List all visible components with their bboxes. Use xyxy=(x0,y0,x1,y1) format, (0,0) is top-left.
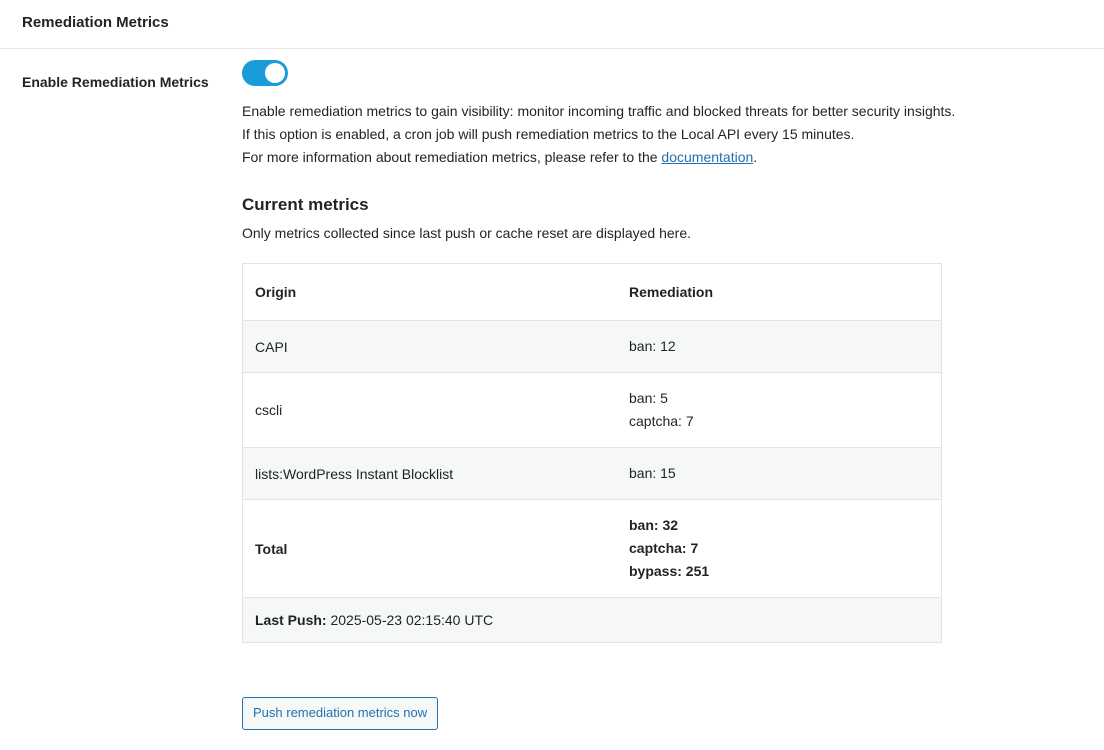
table-row xyxy=(243,321,942,373)
remediation-value: ban: 5 xyxy=(629,390,668,406)
cell-origin: lists:WordPress Instant Blocklist xyxy=(243,448,618,500)
remediation-value: ban: 15 xyxy=(629,465,676,481)
cell-remediation xyxy=(617,321,942,373)
column-header-origin: Origin xyxy=(243,264,618,321)
enable-remediation-metrics-label: Enable Remediation Metrics xyxy=(22,74,209,90)
last-push-label: Last Push: xyxy=(255,612,327,628)
enable-remediation-metrics-toggle[interactable] xyxy=(242,60,288,86)
description-line-3-suffix: . xyxy=(753,149,758,165)
cell-remediation xyxy=(617,373,942,448)
table-footer-row xyxy=(243,598,942,643)
header-divider xyxy=(0,48,1104,49)
current-metrics-title: Current metrics xyxy=(242,195,369,214)
remediation-value: bypass: 251 xyxy=(629,563,710,579)
page-title: Remediation Metrics xyxy=(22,14,169,31)
cell-origin: Total xyxy=(243,500,618,598)
description-line-3 xyxy=(242,146,1072,169)
toggle-knob xyxy=(265,63,285,83)
column-header-remediation: Remediation xyxy=(617,264,942,321)
last-push-value: 2025-05-23 02:15:40 UTC xyxy=(330,612,494,628)
description-line-1: Enable remediation metrics to gain visibility: monitor incoming traffic and blocked threats for better security insights. xyxy=(242,103,956,119)
settings-content xyxy=(242,60,1072,730)
cell-remediation xyxy=(617,500,942,598)
cell-origin: CAPI xyxy=(243,321,618,373)
metrics-table xyxy=(242,263,942,643)
last-push-cell xyxy=(243,598,942,643)
remediation-value: ban: 32 xyxy=(629,517,679,533)
remediation-value: captcha: 7 xyxy=(629,540,699,556)
table-header-row xyxy=(243,264,942,321)
cell-origin: cscli xyxy=(243,373,618,448)
metrics-table-head xyxy=(243,264,942,321)
description-line-3-prefix: For more information about remediation metrics, please refer to the xyxy=(242,149,662,165)
remediation-value: captcha: 7 xyxy=(629,413,694,429)
push-remediation-metrics-button[interactable]: Push remediation metrics now xyxy=(242,697,438,730)
table-row xyxy=(243,448,942,500)
metrics-table-body xyxy=(243,321,942,643)
remediation-value: ban: 12 xyxy=(629,338,676,354)
description-line-2: If this option is enabled, a cron job will push remediation metrics to the Local API every 15 minutes. xyxy=(242,126,855,142)
cell-remediation xyxy=(617,448,942,500)
current-metrics-subtitle: Only metrics collected since last push or cache reset are displayed here. xyxy=(242,225,691,241)
table-row-total xyxy=(243,500,942,598)
table-row xyxy=(243,373,942,448)
documentation-link[interactable]: documentation xyxy=(661,149,754,165)
